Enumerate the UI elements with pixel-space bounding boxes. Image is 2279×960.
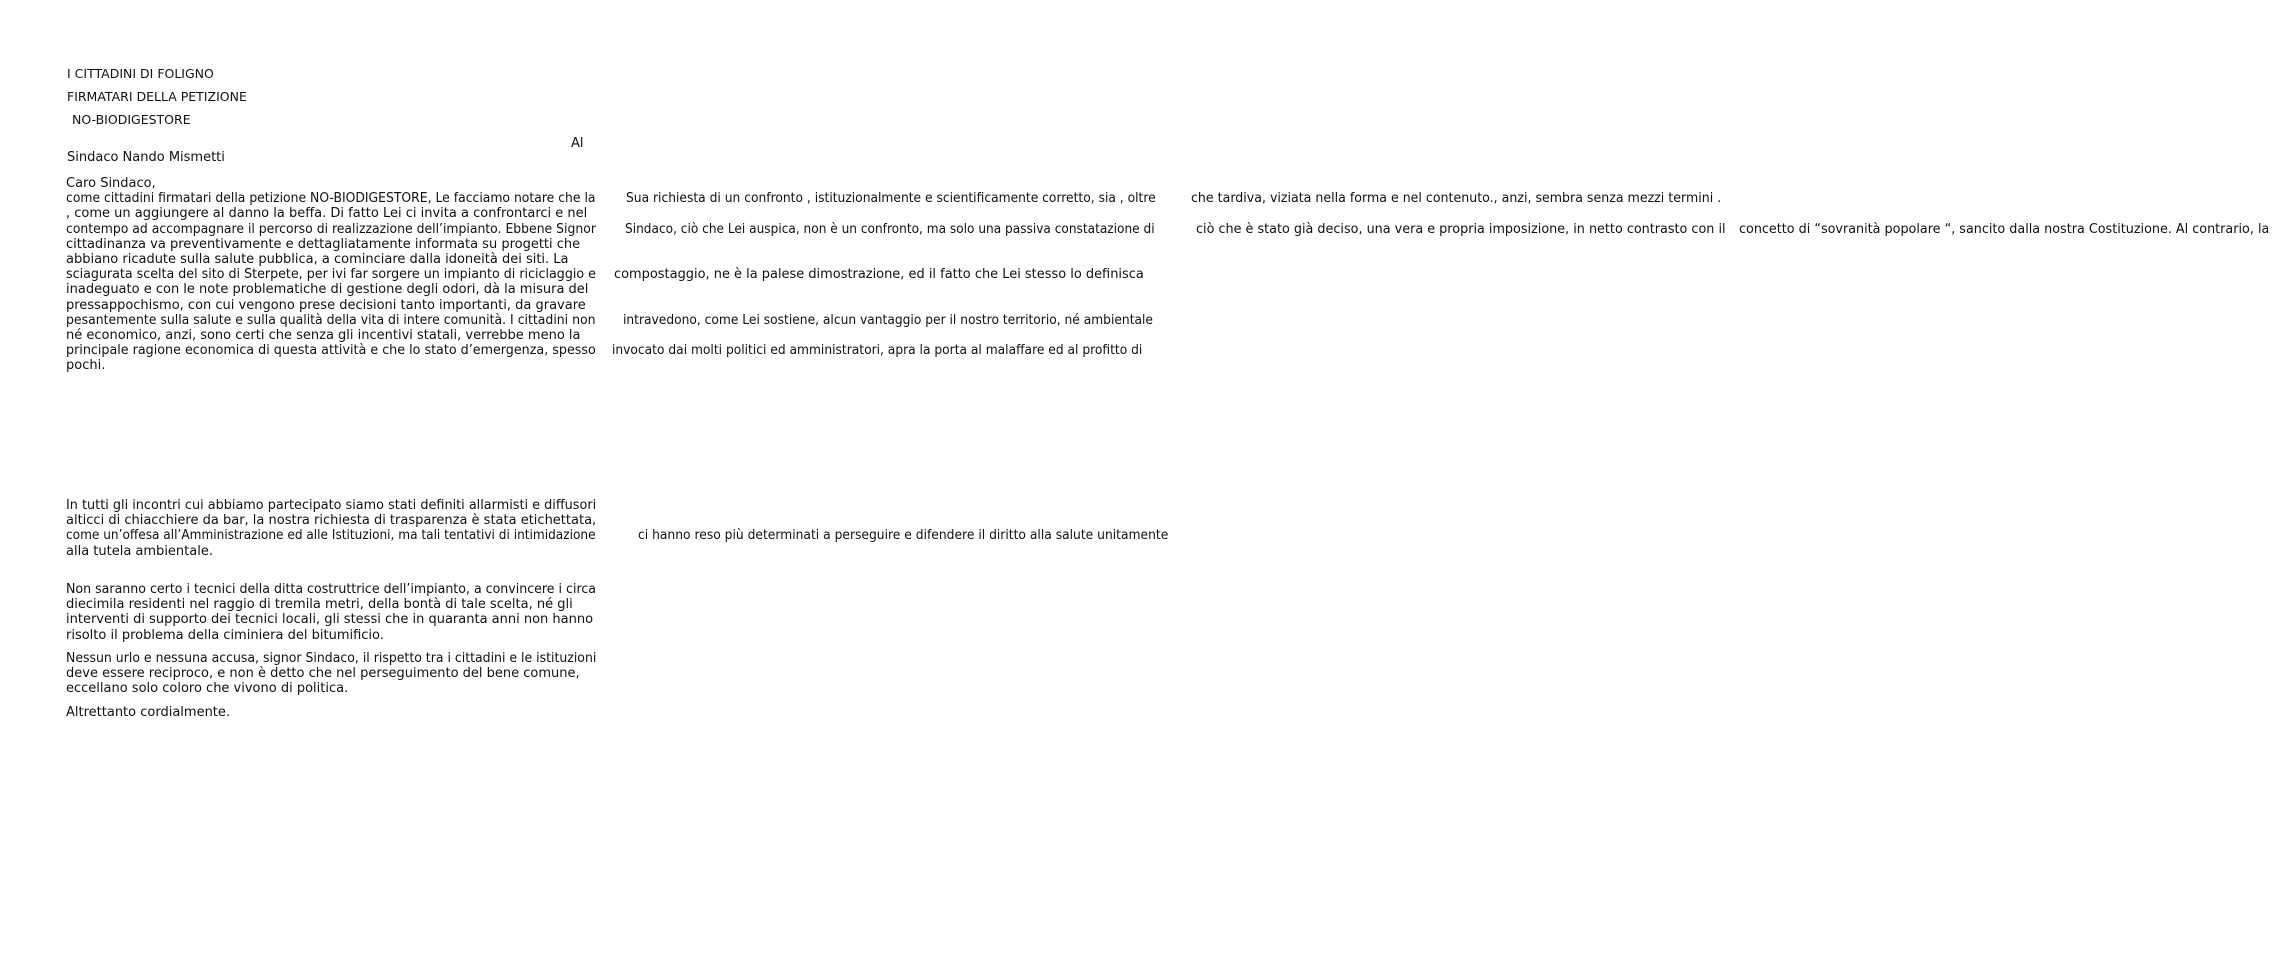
- text-line: interventi di supporto dei tecnici locali, gli stessi che in quaranta anni non hanno: [66, 612, 594, 628]
- text-line: inadeguato e con le note problematiche di gestione degli odori, dà la misura del: [66, 282, 589, 298]
- sender-line-1: I CITTADINI DI FOLIGNO: [67, 66, 214, 81]
- text-line: abbiano ricadute sulla salute pubblica, a cominciare dalla idoneità dei siti. La: [66, 252, 569, 268]
- paragraph-2: [66, 498, 1169, 559]
- text-line: ci hanno reso più determinati a perseguire e difendere il diritto alla salute unitamente: [638, 528, 1169, 544]
- text-line: alla tutela ambientale.: [66, 543, 213, 559]
- text-line: ciò che è stato già deciso, una vera e propria imposizione, in netto contrasto con il: [1196, 221, 1726, 237]
- text-line: diecimila residenti nel raggio di tremila metri, della bontà di tale scelta, né gli: [66, 597, 573, 613]
- sender-line-3: NO-BIODIGESTORE: [72, 112, 191, 127]
- text-line: contempo ad accompagnare il percorso di realizzazione dell’impianto. Ebbene Signor: [66, 221, 596, 237]
- text-line: pochi.: [66, 358, 106, 374]
- text-line: come un’offesa all’Amministrazione ed alle Istituzioni, ma tali tentativi di intimidazione: [66, 528, 596, 544]
- paragraph-3: [66, 582, 596, 643]
- text-line: alticci di chiacchiere da bar, la nostra richiesta di trasparenza è stata etichettata,: [66, 513, 597, 529]
- text-line: pesantemente sulla salute e sulla qualità della vita di intere comunità. I cittadini non: [66, 312, 596, 328]
- text-line: principale ragione economica di questa attività e che lo stato d’emergenza, spesso: [66, 343, 596, 359]
- sender-line-2: FIRMATARI DELLA PETIZIONE: [67, 89, 247, 104]
- recipient-prefix: Al: [571, 136, 584, 151]
- recipient-name: Sindaco Nando Mismetti: [67, 150, 225, 165]
- paragraph-1: [66, 176, 2270, 374]
- text-line: Non saranno certo i tecnici della ditta costruttrice dell’impianto, a convincere i circa: [66, 582, 597, 597]
- text-line: sciagurata scelta del sito di Sterpete, per ivi far sorgere un impianto di riciclaggio e: [66, 267, 596, 283]
- text-line: Nessun urlo e nessuna accusa, signor Sindaco, il rispetto tra i cittadini e le istituzioni: [66, 651, 597, 666]
- text-line: invocato dai molti politici ed amministratori, apra la porta al malaffare ed al profitto di: [612, 343, 1143, 359]
- text-line: pressappochismo, con cui vengono prese decisioni tanto importanti, da gravare: [66, 297, 586, 313]
- text-line: Caro Sindaco,: [66, 176, 156, 191]
- text-line: Sindaco, ciò che Lei auspica, non è un confronto, ma solo una passiva constatazione di: [625, 221, 1155, 237]
- text-line: né economico, anzi, sono certi che senza gli incentivi statali, verrebbe meno la: [66, 328, 581, 344]
- text-line: risolto il problema della ciminiera del bitumificio.: [66, 627, 384, 643]
- text-line: Sua richiesta di un confronto , istituzionalmente e scientificamente corretto, sia , oltre: [626, 191, 1156, 207]
- text-line: , come un aggiungere al danno la beffa. Di fatto Lei ci invita a confrontarci e nel: [66, 206, 588, 222]
- text-line: compostaggio, ne è la palese dimostrazione, ed il fatto che Lei stesso lo definisca: [614, 267, 1144, 283]
- text-line: eccellano solo coloro che vivono di politica.: [66, 681, 349, 697]
- text-line: In tutti gli incontri cui abbiamo partecipato siamo stati definiti allarmisti e diffusori: [66, 498, 597, 513]
- text-line: cittadinanza va preventivamente e dettagliatamente informata su progetti che: [66, 236, 581, 252]
- text-line: che tardiva, viziata nella forma e nel contenuto., anzi, sembra senza mezzi termini .: [1191, 191, 1722, 207]
- closing-line: Altrettanto cordialmente.: [66, 705, 231, 720]
- paragraph-4: [66, 651, 596, 697]
- text-line: concetto di “sovranità popolare “, sancito dalla nostra Costituzione. Al contrario, la: [1739, 221, 2270, 237]
- text-line: come cittadini firmatari della petizione NO-BIODIGESTORE, Le facciamo notare che la: [66, 191, 596, 207]
- text-line: intravedono, come Lei sostiene, alcun vantaggio per il nostro territorio, né ambientale: [623, 312, 1154, 328]
- text-line: deve essere reciproco, e non è detto che nel perseguimento del bene comune,: [66, 666, 580, 682]
